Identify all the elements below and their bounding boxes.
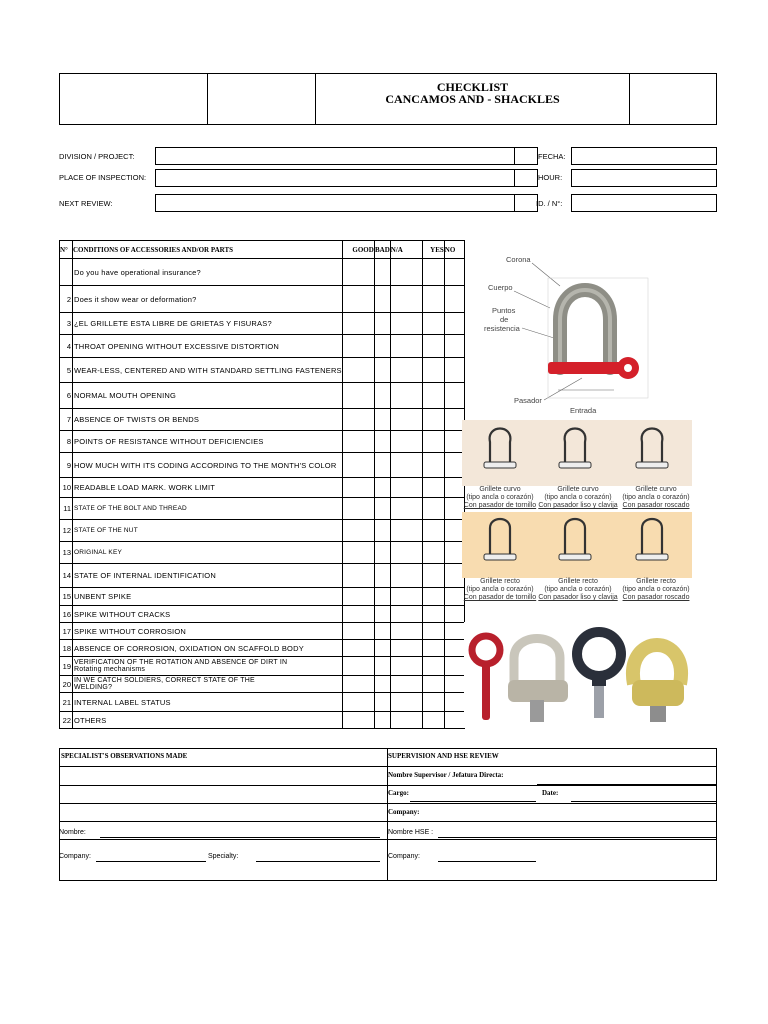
check-cell-good[interactable] (342, 657, 374, 676)
check-cell-bad[interactable] (374, 623, 390, 640)
table-row (60, 383, 465, 409)
check-cell-yes[interactable] (422, 431, 444, 453)
check-cell-good[interactable] (342, 588, 374, 606)
col-yes-header: YES (422, 241, 444, 259)
row-condition-line: WELDING? (74, 684, 113, 691)
row-condition: STATE OF THE BOLT AND THREAD (73, 498, 343, 520)
shackle-diagram (470, 250, 660, 420)
check-cell-no[interactable] (444, 623, 464, 640)
check-cell-good[interactable] (342, 313, 374, 335)
shackle-type-caption (538, 486, 618, 510)
check-cell-na[interactable] (390, 623, 422, 640)
check-cell-bad[interactable] (374, 286, 390, 313)
check-cell-na[interactable] (390, 453, 422, 478)
check-cell-yes[interactable] (422, 286, 444, 313)
obs-row-line (59, 803, 717, 804)
straight-shackle-icon (636, 519, 668, 560)
row-number: 9 (60, 453, 73, 478)
row-condition-line: Rotating mechanisms (74, 666, 146, 673)
check-cell-na[interactable] (390, 542, 422, 564)
check-cell-na[interactable] (390, 409, 422, 431)
check-cell-good[interactable] (342, 358, 374, 383)
row-number: 6 (60, 383, 73, 409)
check-cell-bad[interactable] (374, 712, 390, 729)
check-cell-bad[interactable] (374, 409, 390, 431)
check-cell-na[interactable] (390, 640, 422, 657)
col-num-header: N° (60, 241, 73, 259)
col-bad-header: BAD (374, 241, 390, 259)
row-condition: STATE OF THE NUT (73, 520, 343, 542)
row-condition: NORMAL MOUTH OPENING (73, 383, 343, 409)
check-cell-good[interactable] (342, 623, 374, 640)
division-label: DIVISION / PROJECT: (59, 152, 135, 161)
caption-line: Grillete curvo (557, 486, 599, 493)
caption-line: (tipo ancla o corazón) (544, 586, 612, 593)
row-condition: WEAR-LESS, CENTERED AND WITH STANDARD SETTLING FASTENERS (73, 358, 343, 383)
label-puntos: Puntos (492, 306, 516, 315)
header-divider (207, 73, 208, 125)
nombre-label: Nombre: (59, 829, 86, 836)
col-good-header: GOOD (342, 241, 374, 259)
check-cell-good[interactable] (342, 542, 374, 564)
fecha-field[interactable] (571, 147, 717, 165)
date-field[interactable] (571, 801, 717, 802)
nombre-hse-label: Nombre HSE : (388, 829, 434, 836)
table-row (60, 606, 465, 623)
fecha-label: FECHA: (538, 152, 566, 161)
review-field[interactable] (155, 194, 515, 212)
row-number: 16 (60, 606, 73, 623)
row-condition: SPIKE WITHOUT CRACKS (73, 606, 343, 623)
row-condition: ABSENCE OF CORROSION, OXIDATION ON SCAFFOLD BODY (73, 640, 343, 657)
check-cell-good[interactable] (342, 259, 374, 286)
row-number: 15 (60, 588, 73, 606)
row-number: 11 (60, 498, 73, 520)
label-de: de (500, 315, 509, 324)
company-field-right[interactable] (438, 861, 536, 862)
obs-row-line (59, 839, 717, 840)
row-number: 3 (60, 313, 73, 335)
check-cell-bad[interactable] (374, 358, 390, 383)
check-cell-no[interactable] (444, 335, 464, 358)
table-row (60, 409, 465, 431)
check-cell-bad[interactable] (374, 693, 390, 712)
check-cell-good[interactable] (342, 431, 374, 453)
row-condition: ABSENCE OF TWISTS OR BENDS (73, 409, 343, 431)
row-number: 2 (60, 286, 73, 313)
table-row (60, 564, 465, 588)
check-cell-good[interactable] (342, 478, 374, 498)
caption-line: Grillete recto (636, 578, 676, 585)
check-cell-yes[interactable] (422, 623, 444, 640)
table-row (60, 623, 465, 640)
nombre-hse-field[interactable] (438, 837, 717, 838)
obs-row-line (59, 766, 717, 767)
check-cell-bad[interactable] (374, 498, 390, 520)
id-label: ID. / N°: (536, 199, 563, 208)
check-cell-yes[interactable] (422, 588, 444, 606)
table-row (60, 478, 465, 498)
col-na-header: N/A (390, 241, 422, 259)
shackle-type-caption (460, 486, 540, 510)
check-cell-yes[interactable] (422, 606, 444, 623)
check-cell-good[interactable] (342, 564, 374, 588)
check-cell-no[interactable] (444, 712, 464, 729)
check-cell-bad[interactable] (374, 588, 390, 606)
page-title: CHECKLIST (436, 80, 509, 94)
check-cell-na[interactable] (390, 286, 422, 313)
curved-shackle-icon (484, 429, 516, 469)
caption-line: Grillete recto (480, 578, 520, 585)
id-field[interactable] (571, 194, 717, 212)
check-cell-good[interactable] (342, 286, 374, 313)
division-field[interactable] (155, 147, 515, 165)
place-field[interactable] (155, 169, 515, 187)
check-cell-no[interactable] (444, 259, 464, 286)
check-cell-no[interactable] (444, 383, 464, 409)
check-cell-bad[interactable] (374, 676, 390, 693)
row-number: 7 (60, 409, 73, 431)
page-subtitle: CANCAMOS AND - SHACKLES (385, 92, 560, 106)
check-cell-good[interactable] (342, 383, 374, 409)
row-condition-line: IN WE CATCH SOLDIERS, CORRECT STATE OF THE (74, 677, 255, 684)
check-cell-na[interactable] (390, 431, 422, 453)
caption-line: Con pasador liso y clavija (538, 594, 618, 601)
check-cell-na[interactable] (390, 358, 422, 383)
check-cell-na[interactable] (390, 520, 422, 542)
check-cell-good[interactable] (342, 606, 374, 623)
review-label: NEXT REVIEW: (59, 199, 113, 208)
check-cell-na[interactable] (390, 313, 422, 335)
caption-line: (tipo ancla o corazón) (466, 494, 534, 501)
table-row (60, 335, 465, 358)
row-number: 8 (60, 431, 73, 453)
row-condition: OTHERS (73, 712, 343, 729)
check-cell-good[interactable] (342, 693, 374, 712)
table-row (60, 498, 465, 520)
row-condition: Does it show wear or deformation? (73, 286, 343, 313)
supervisor-field[interactable] (537, 784, 717, 785)
row-condition: Do you have operational insurance? (73, 259, 343, 286)
checklist-table (59, 240, 465, 729)
obs-row-line (59, 785, 388, 786)
check-cell-yes[interactable] (422, 453, 444, 478)
table-row (60, 431, 465, 453)
check-cell-good[interactable] (342, 453, 374, 478)
check-cell-yes[interactable] (422, 520, 444, 542)
caption-line: (tipo ancla o corazón) (622, 586, 690, 593)
table-row (60, 520, 465, 542)
row-condition: SPIKE WITHOUT CORROSION (73, 623, 343, 640)
supervisor-label: Nombre Supervisor / Jefatura Directa: (388, 771, 504, 779)
check-cell-na[interactable] (390, 498, 422, 520)
check-cell-yes[interactable] (422, 313, 444, 335)
check-cell-yes[interactable] (422, 564, 444, 588)
check-cell-yes[interactable] (422, 259, 444, 286)
table-row (60, 657, 465, 676)
check-cell-na[interactable] (390, 335, 422, 358)
check-cell-bad[interactable] (374, 478, 390, 498)
check-cell-no[interactable] (444, 676, 464, 693)
specialty-field[interactable] (256, 861, 380, 862)
company-label-left: Company: (59, 853, 91, 860)
check-cell-good[interactable] (342, 498, 374, 520)
check-cell-na[interactable] (390, 383, 422, 409)
shackle-type-caption (460, 578, 540, 602)
check-cell-no[interactable] (444, 693, 464, 712)
check-cell-na[interactable] (390, 588, 422, 606)
review-field-extra[interactable] (514, 194, 538, 212)
cargo-label: Cargo: (388, 789, 409, 797)
caption-line: Con pasador roscado (622, 594, 690, 601)
row-number: 19 (60, 657, 73, 676)
caption-line: Grillete recto (558, 578, 598, 585)
row-number: 20 (60, 676, 73, 693)
specialist-observations-title: SPECIALIST'S OBSERVATIONS MADE (61, 752, 188, 760)
check-cell-yes[interactable] (422, 640, 444, 657)
nombre-field[interactable] (100, 837, 380, 838)
place-label: PLACE OF INSPECTION: (59, 173, 147, 182)
check-cell-bad[interactable] (374, 657, 390, 676)
check-cell-no[interactable] (444, 286, 464, 313)
shackle-type-caption (538, 578, 618, 602)
shackle-type-caption (616, 578, 696, 602)
company-label-right2: Company: (388, 853, 420, 860)
shackle-type-caption (616, 486, 696, 510)
check-cell-bad[interactable] (374, 606, 390, 623)
row-condition: UNBENT SPIKE (73, 588, 343, 606)
table-row (60, 358, 465, 383)
row-number: 22 (60, 712, 73, 729)
check-cell-no[interactable] (444, 606, 464, 623)
check-cell-na[interactable] (390, 259, 422, 286)
check-cell-bad[interactable] (374, 520, 390, 542)
check-cell-good[interactable] (342, 520, 374, 542)
label-resistencia: resistencia (484, 324, 520, 333)
table-row (60, 286, 465, 313)
row-number (60, 259, 73, 286)
straight-shackle-icon (484, 519, 516, 560)
check-cell-good[interactable] (342, 409, 374, 431)
check-cell-na[interactable] (390, 712, 422, 729)
check-cell-bad[interactable] (374, 431, 390, 453)
check-cell-no[interactable] (444, 358, 464, 383)
table-row (60, 313, 465, 335)
check-cell-yes[interactable] (422, 358, 444, 383)
row-number: 12 (60, 520, 73, 542)
caption-line: Con pasador de tornillo (463, 502, 537, 509)
check-cell-bad[interactable] (374, 313, 390, 335)
check-cell-no[interactable] (444, 640, 464, 657)
row-condition: STATE OF INTERNAL IDENTIFICATION (73, 564, 343, 588)
row-number: 13 (60, 542, 73, 564)
label-pasador: Pasador (514, 396, 542, 405)
table-row (60, 693, 465, 712)
row-number: 4 (60, 335, 73, 358)
company-field-left[interactable] (96, 861, 206, 862)
division-field-extra[interactable] (514, 147, 538, 165)
obs-row-line (387, 785, 717, 786)
table-row (60, 453, 465, 478)
caption-line: Con pasador roscado (622, 502, 690, 509)
check-cell-yes[interactable] (422, 542, 444, 564)
table-row (60, 259, 465, 286)
label-corona: Corona (506, 255, 531, 264)
hour-label: HOUR: (538, 173, 563, 182)
check-cell-bad[interactable] (374, 259, 390, 286)
col-no-header: NO (444, 241, 464, 259)
curved-shackle-icon (636, 429, 668, 469)
row-number: 5 (60, 358, 73, 383)
row-number: 18 (60, 640, 73, 657)
cargo-field[interactable] (410, 801, 536, 802)
check-cell-na[interactable] (390, 657, 422, 676)
check-cell-yes[interactable] (422, 676, 444, 693)
check-cell-yes[interactable] (422, 478, 444, 498)
header-divider (629, 73, 630, 125)
row-condition: HOW MUCH WITH ITS CODING ACCORDING TO THE MONTH'S COLOR (73, 453, 343, 478)
row-number: 10 (60, 478, 73, 498)
caption-line: (tipo ancla o corazón) (622, 494, 690, 501)
check-cell-good[interactable] (342, 712, 374, 729)
specialty-label: Specialty: (208, 853, 239, 860)
row-condition: READABLE LOAD MARK. WORK LIMIT (73, 478, 343, 498)
check-cell-yes[interactable] (422, 409, 444, 431)
caption-line: (tipo ancla o corazón) (466, 586, 534, 593)
check-cell-yes[interactable] (422, 693, 444, 712)
straight-shackle-icon (559, 519, 591, 560)
place-field-extra[interactable] (514, 169, 538, 187)
row-condition: THROAT OPENING WITHOUT EXCESSIVE DISTORTION (73, 335, 343, 358)
label-cuerpo: Cuerpo (488, 283, 513, 292)
check-cell-yes[interactable] (422, 712, 444, 729)
table-row (60, 676, 465, 693)
check-cell-bad[interactable] (374, 383, 390, 409)
check-cell-na[interactable] (390, 676, 422, 693)
obs-row-line (59, 821, 717, 822)
label-entrada: Entrada (570, 406, 597, 415)
check-cell-na[interactable] (390, 693, 422, 712)
table-row (60, 588, 465, 606)
check-cell-bad[interactable] (374, 640, 390, 657)
check-cell-yes[interactable] (422, 335, 444, 358)
check-cell-na[interactable] (390, 478, 422, 498)
supervision-title: SUPERVISION AND HSE REVIEW (388, 752, 499, 760)
row-condition (73, 657, 343, 676)
row-condition-line: VERIFICATION OF THE ROTATION AND ABSENCE OF DIRT IN (74, 659, 288, 666)
eyebolts-photo (464, 622, 698, 728)
caption-line: Con pasador liso y clavija (538, 502, 618, 509)
check-cell-na[interactable] (390, 564, 422, 588)
check-cell-no[interactable] (444, 657, 464, 676)
company-label-right: Company: (388, 808, 420, 816)
check-cell-good[interactable] (342, 640, 374, 657)
hour-field[interactable] (571, 169, 717, 187)
row-condition: ¿EL GRILLETE ESTA LIBRE DE GRIETAS Y FISURAS? (73, 313, 343, 335)
row-condition: POINTS OF RESISTANCE WITHOUT DEFICIENCIES (73, 431, 343, 453)
curved-shackle-icon (559, 429, 591, 469)
row-number: 17 (60, 623, 73, 640)
check-cell-good[interactable] (342, 335, 374, 358)
check-cell-na[interactable] (390, 606, 422, 623)
caption-line: (tipo ancla o corazón) (544, 494, 612, 501)
table-row (60, 712, 465, 729)
row-number: 21 (60, 693, 73, 712)
table-row (60, 542, 465, 564)
row-condition (73, 676, 343, 693)
col-conditions-header: CONDITIONS OF ACCESSORIES AND/OR PARTS (73, 241, 343, 259)
row-condition: INTERNAL LABEL STATUS (73, 693, 343, 712)
caption-line: Grillete curvo (635, 486, 677, 493)
caption-line: Con pasador de tornillo (463, 594, 537, 601)
check-cell-bad[interactable] (374, 542, 390, 564)
date-label: Date: (542, 789, 559, 797)
check-cell-bad[interactable] (374, 453, 390, 478)
caption-line: Grillete curvo (479, 486, 521, 493)
row-number: 14 (60, 564, 73, 588)
table-row (60, 640, 465, 657)
check-cell-bad[interactable] (374, 564, 390, 588)
check-cell-good[interactable] (342, 676, 374, 693)
check-cell-bad[interactable] (374, 335, 390, 358)
check-cell-no[interactable] (444, 313, 464, 335)
check-cell-yes[interactable] (422, 383, 444, 409)
check-cell-yes[interactable] (422, 498, 444, 520)
check-cell-yes[interactable] (422, 657, 444, 676)
row-condition: ORIGINAL KEY (73, 542, 343, 564)
